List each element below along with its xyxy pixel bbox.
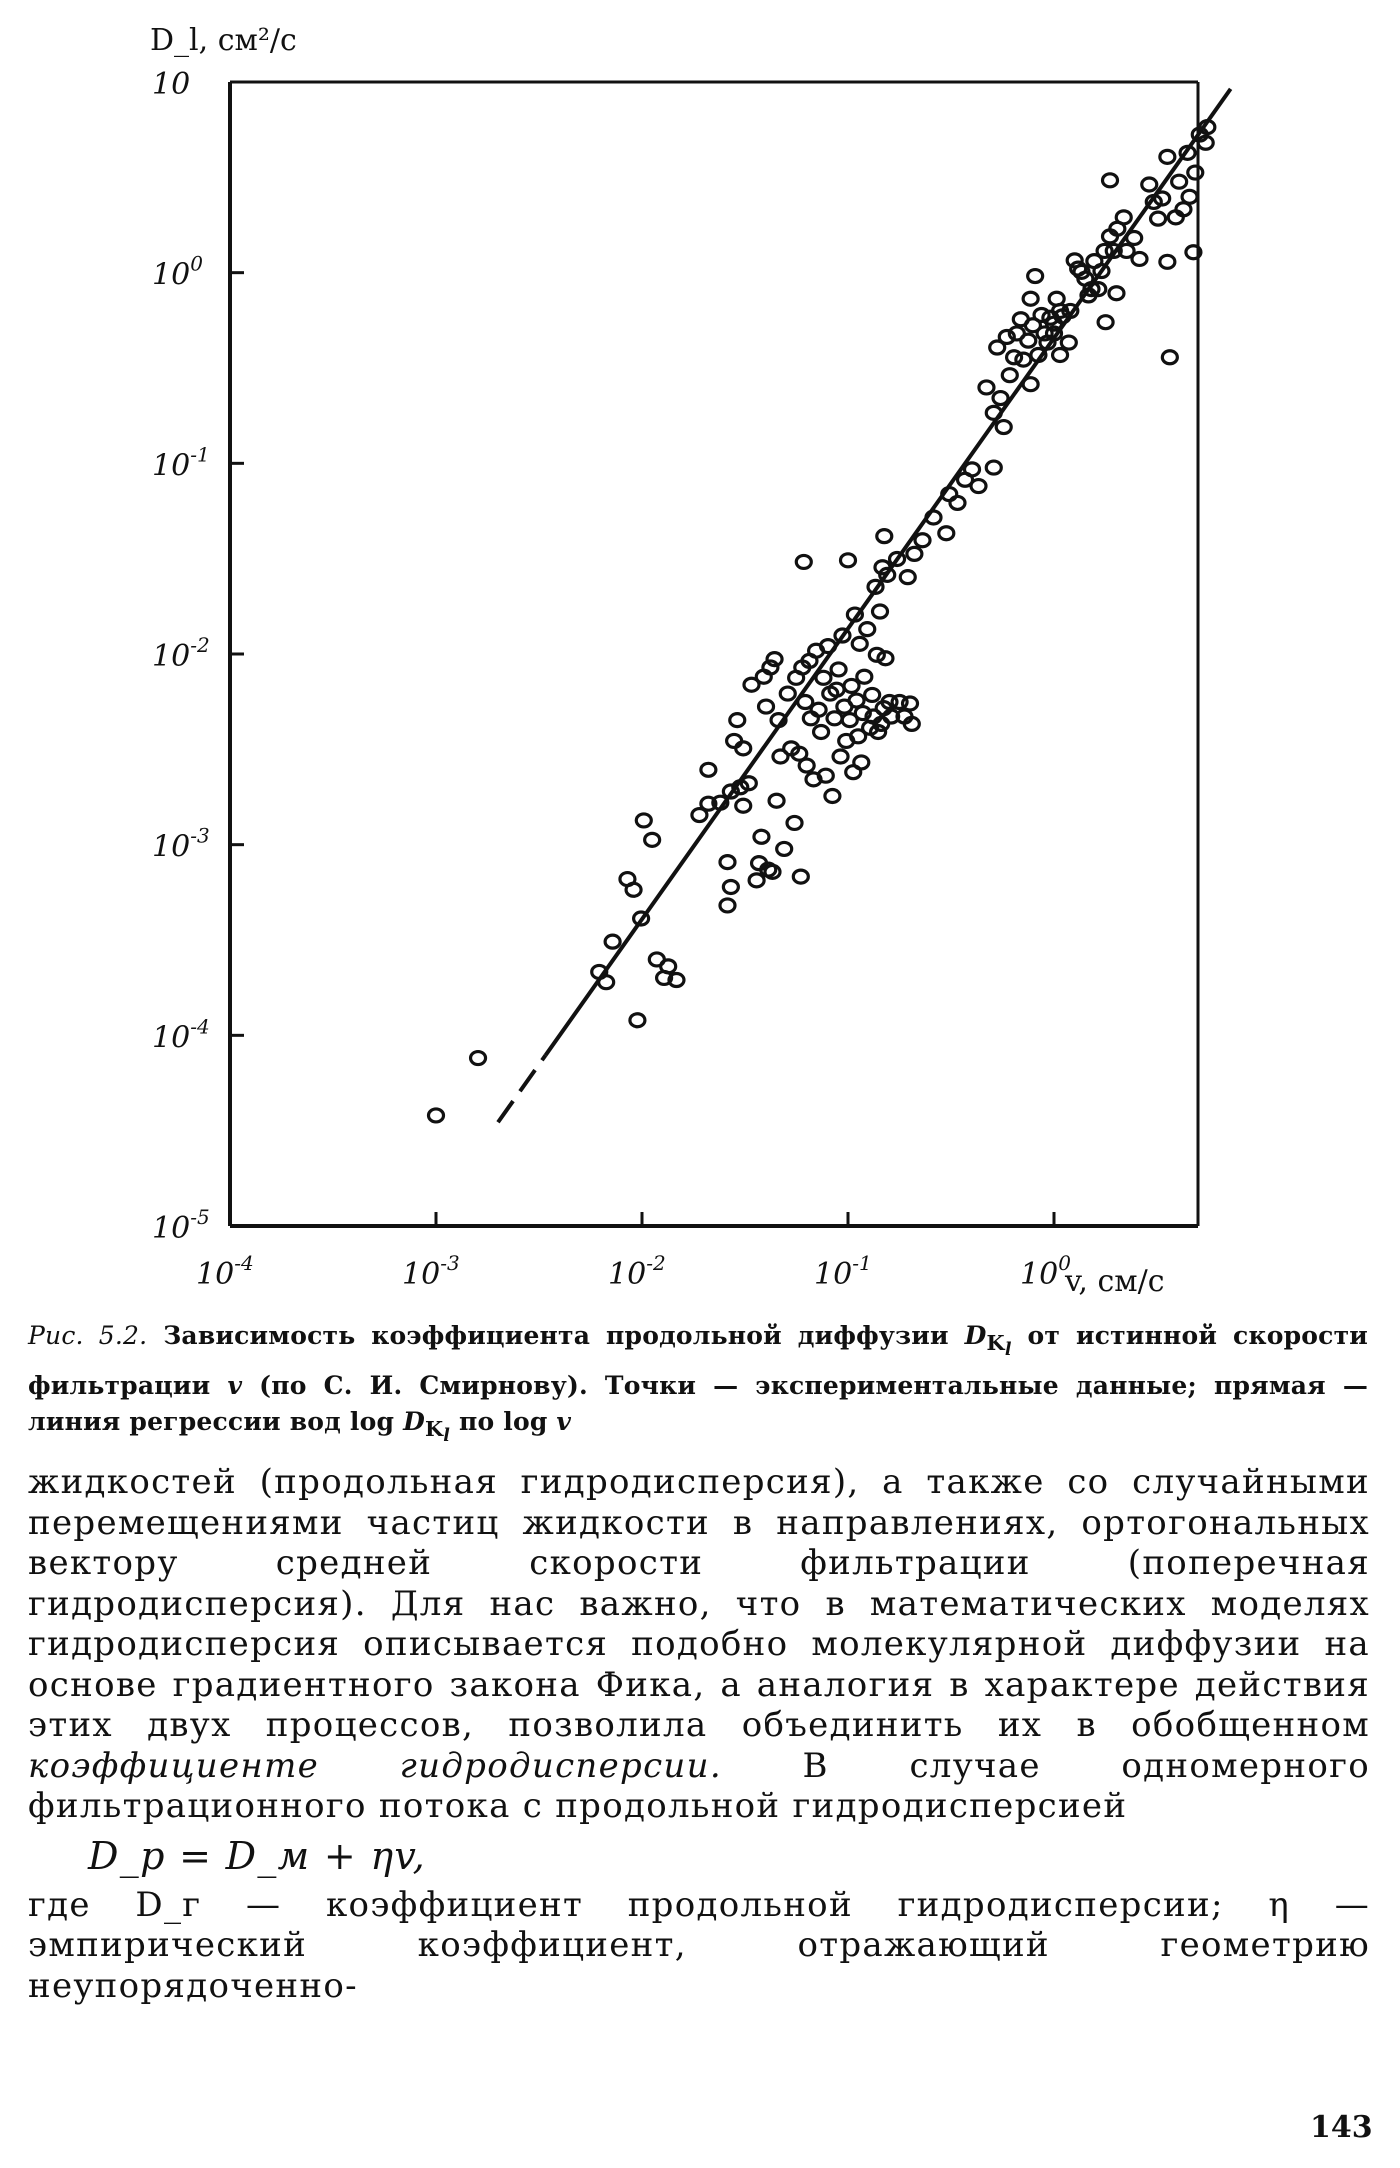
data-point	[903, 697, 918, 710]
data-point	[1016, 353, 1031, 366]
caption-dk-sub-2: K	[424, 1416, 444, 1442]
data-point	[736, 799, 751, 812]
caption-v-symbol: v	[227, 1371, 243, 1401]
y-tick-label: $10^{-4}$	[152, 1014, 210, 1056]
data-point	[860, 623, 875, 636]
data-point	[645, 833, 660, 846]
data-point	[831, 663, 846, 676]
data-point	[701, 763, 716, 776]
data-point	[1021, 334, 1036, 347]
data-point	[996, 421, 1011, 434]
data-point	[749, 874, 764, 887]
data-point	[429, 1109, 444, 1122]
data-point	[799, 759, 814, 772]
data-point	[844, 679, 859, 692]
y-tick-label: $10^0$	[152, 251, 203, 293]
data-point	[907, 547, 922, 560]
data-point	[825, 789, 840, 802]
data-point	[796, 555, 811, 568]
x-tick-label: $10^{-3}$	[402, 1251, 460, 1292]
y-tick-label: $10^{-3}$	[152, 823, 210, 865]
data-point	[787, 816, 802, 829]
y-tick-label: $10^{-2}$	[152, 633, 210, 674]
y-axis-title: D_l, см²/с	[150, 23, 297, 58]
data-point	[814, 725, 829, 738]
caption-text-4: по log	[450, 1407, 557, 1437]
paragraph-2: где D_г — коэффициент продольной гидродисперсии; η — эмпирический коэффициент, отражающий геометрию неупорядоченно-	[28, 1884, 1370, 2006]
data-point	[986, 461, 1001, 474]
data-point	[915, 534, 930, 547]
data-point	[1023, 292, 1038, 305]
data-point	[1002, 369, 1017, 382]
data-point	[769, 794, 784, 807]
data-point	[1160, 150, 1175, 163]
data-point	[950, 496, 965, 509]
caption-lead: Рис. 5.2.	[28, 1321, 148, 1350]
data-point	[873, 605, 888, 618]
y-tick-label: $10^{-5}$	[152, 1205, 210, 1246]
data-point	[777, 842, 792, 855]
data-point	[793, 870, 808, 883]
regression-line	[545, 89, 1230, 1055]
caption-text-3: (по С. И. Смирнову). Точки — экспериментальные данные; прямая — линия регрессии вод log	[28, 1371, 1369, 1437]
data-point	[759, 700, 774, 713]
data-point	[852, 637, 867, 650]
regression-line-dashed	[498, 1055, 545, 1122]
x-tick-label: $10^{-2}$	[608, 1251, 666, 1292]
data-point	[1116, 211, 1131, 224]
data-point	[1028, 270, 1043, 283]
data-point	[857, 670, 872, 683]
caption-dk-symbol-2: D	[403, 1407, 425, 1437]
x-tick-label: $10^{-4}$	[196, 1251, 254, 1292]
y-tick-label: $10^{-1}$	[152, 442, 210, 484]
caption-text-2: от истинной скорости фильтрации	[28, 1321, 1369, 1401]
data-point	[1160, 255, 1175, 268]
data-point	[900, 571, 915, 584]
data-point	[993, 392, 1008, 405]
data-point	[833, 750, 848, 763]
data-point	[1109, 287, 1124, 300]
caption-dk-symbol: D	[964, 1321, 987, 1350]
x-tick-label: $10^0$	[1020, 1251, 1071, 1292]
italic-term: коэффициенте гидродисперсии.	[28, 1745, 722, 1786]
y-tick-label: 10	[152, 67, 191, 102]
caption-dk-sub: K	[986, 1330, 1005, 1355]
page-number: 143	[1310, 2110, 1373, 2145]
paragraph-1-text: жидкостей (продольная гидродисперсия), а также со случайными перемещениями частиц жидкости в направлениях, ортогональных вектору средней скорости фильтрации (поперечная гидродисперсия). Для нас важно, что в математических моделях гидродисперсия описывается подобно молекулярной диффузии на основе градиентного закона Фика, а аналогия в характере действия этих двух процессов, позволила объединить их в обобщенном	[28, 1462, 1370, 1745]
data-point	[720, 856, 735, 869]
data-point	[736, 742, 751, 755]
data-point	[827, 712, 842, 725]
caption-text-1: Зависимость коэффициента продольной диффузии	[147, 1321, 965, 1350]
data-point	[720, 899, 735, 912]
data-point	[1151, 212, 1166, 225]
data-point	[1142, 178, 1157, 191]
data-point	[1132, 252, 1147, 265]
data-point	[626, 883, 641, 896]
data-point	[1053, 348, 1068, 361]
data-point	[1061, 336, 1076, 349]
data-point	[1098, 316, 1113, 329]
data-point	[965, 463, 980, 476]
data-point	[636, 814, 651, 827]
data-point	[865, 688, 880, 701]
data-point	[471, 1052, 486, 1065]
data-point	[1188, 166, 1203, 179]
data-point	[780, 687, 795, 700]
paragraph-1	[28, 1462, 1370, 1827]
paragraph-1-end: В случае одномерного фильтрационного потока с продольной гидродисперсией	[28, 1745, 1370, 1826]
caption-dk-subsub-2: l	[443, 1426, 451, 1447]
data-point	[1182, 190, 1197, 203]
data-point	[1172, 175, 1187, 188]
data-point	[971, 480, 986, 493]
data-point	[730, 714, 745, 727]
data-point	[630, 1014, 645, 1027]
data-point	[877, 530, 892, 543]
body-text	[28, 1462, 1370, 2006]
data-point	[979, 381, 994, 394]
caption-dk-subsub: l	[1004, 1340, 1012, 1361]
data-point	[854, 756, 869, 769]
data-point	[723, 880, 738, 893]
data-point	[939, 527, 954, 540]
data-point	[1162, 351, 1177, 364]
caption-v-symbol-2: v	[556, 1407, 572, 1437]
data-point	[754, 830, 769, 843]
x-tick-label: $10^{-1}$	[814, 1251, 872, 1292]
data-point	[1103, 174, 1118, 187]
data-point	[727, 734, 742, 747]
x-axis-title: v, см/с	[1065, 1264, 1165, 1299]
data-point	[841, 554, 856, 567]
figure-caption	[28, 1318, 1368, 1454]
formula: D_р = D_м + ηv,	[88, 1833, 427, 1878]
data-point	[605, 935, 620, 948]
